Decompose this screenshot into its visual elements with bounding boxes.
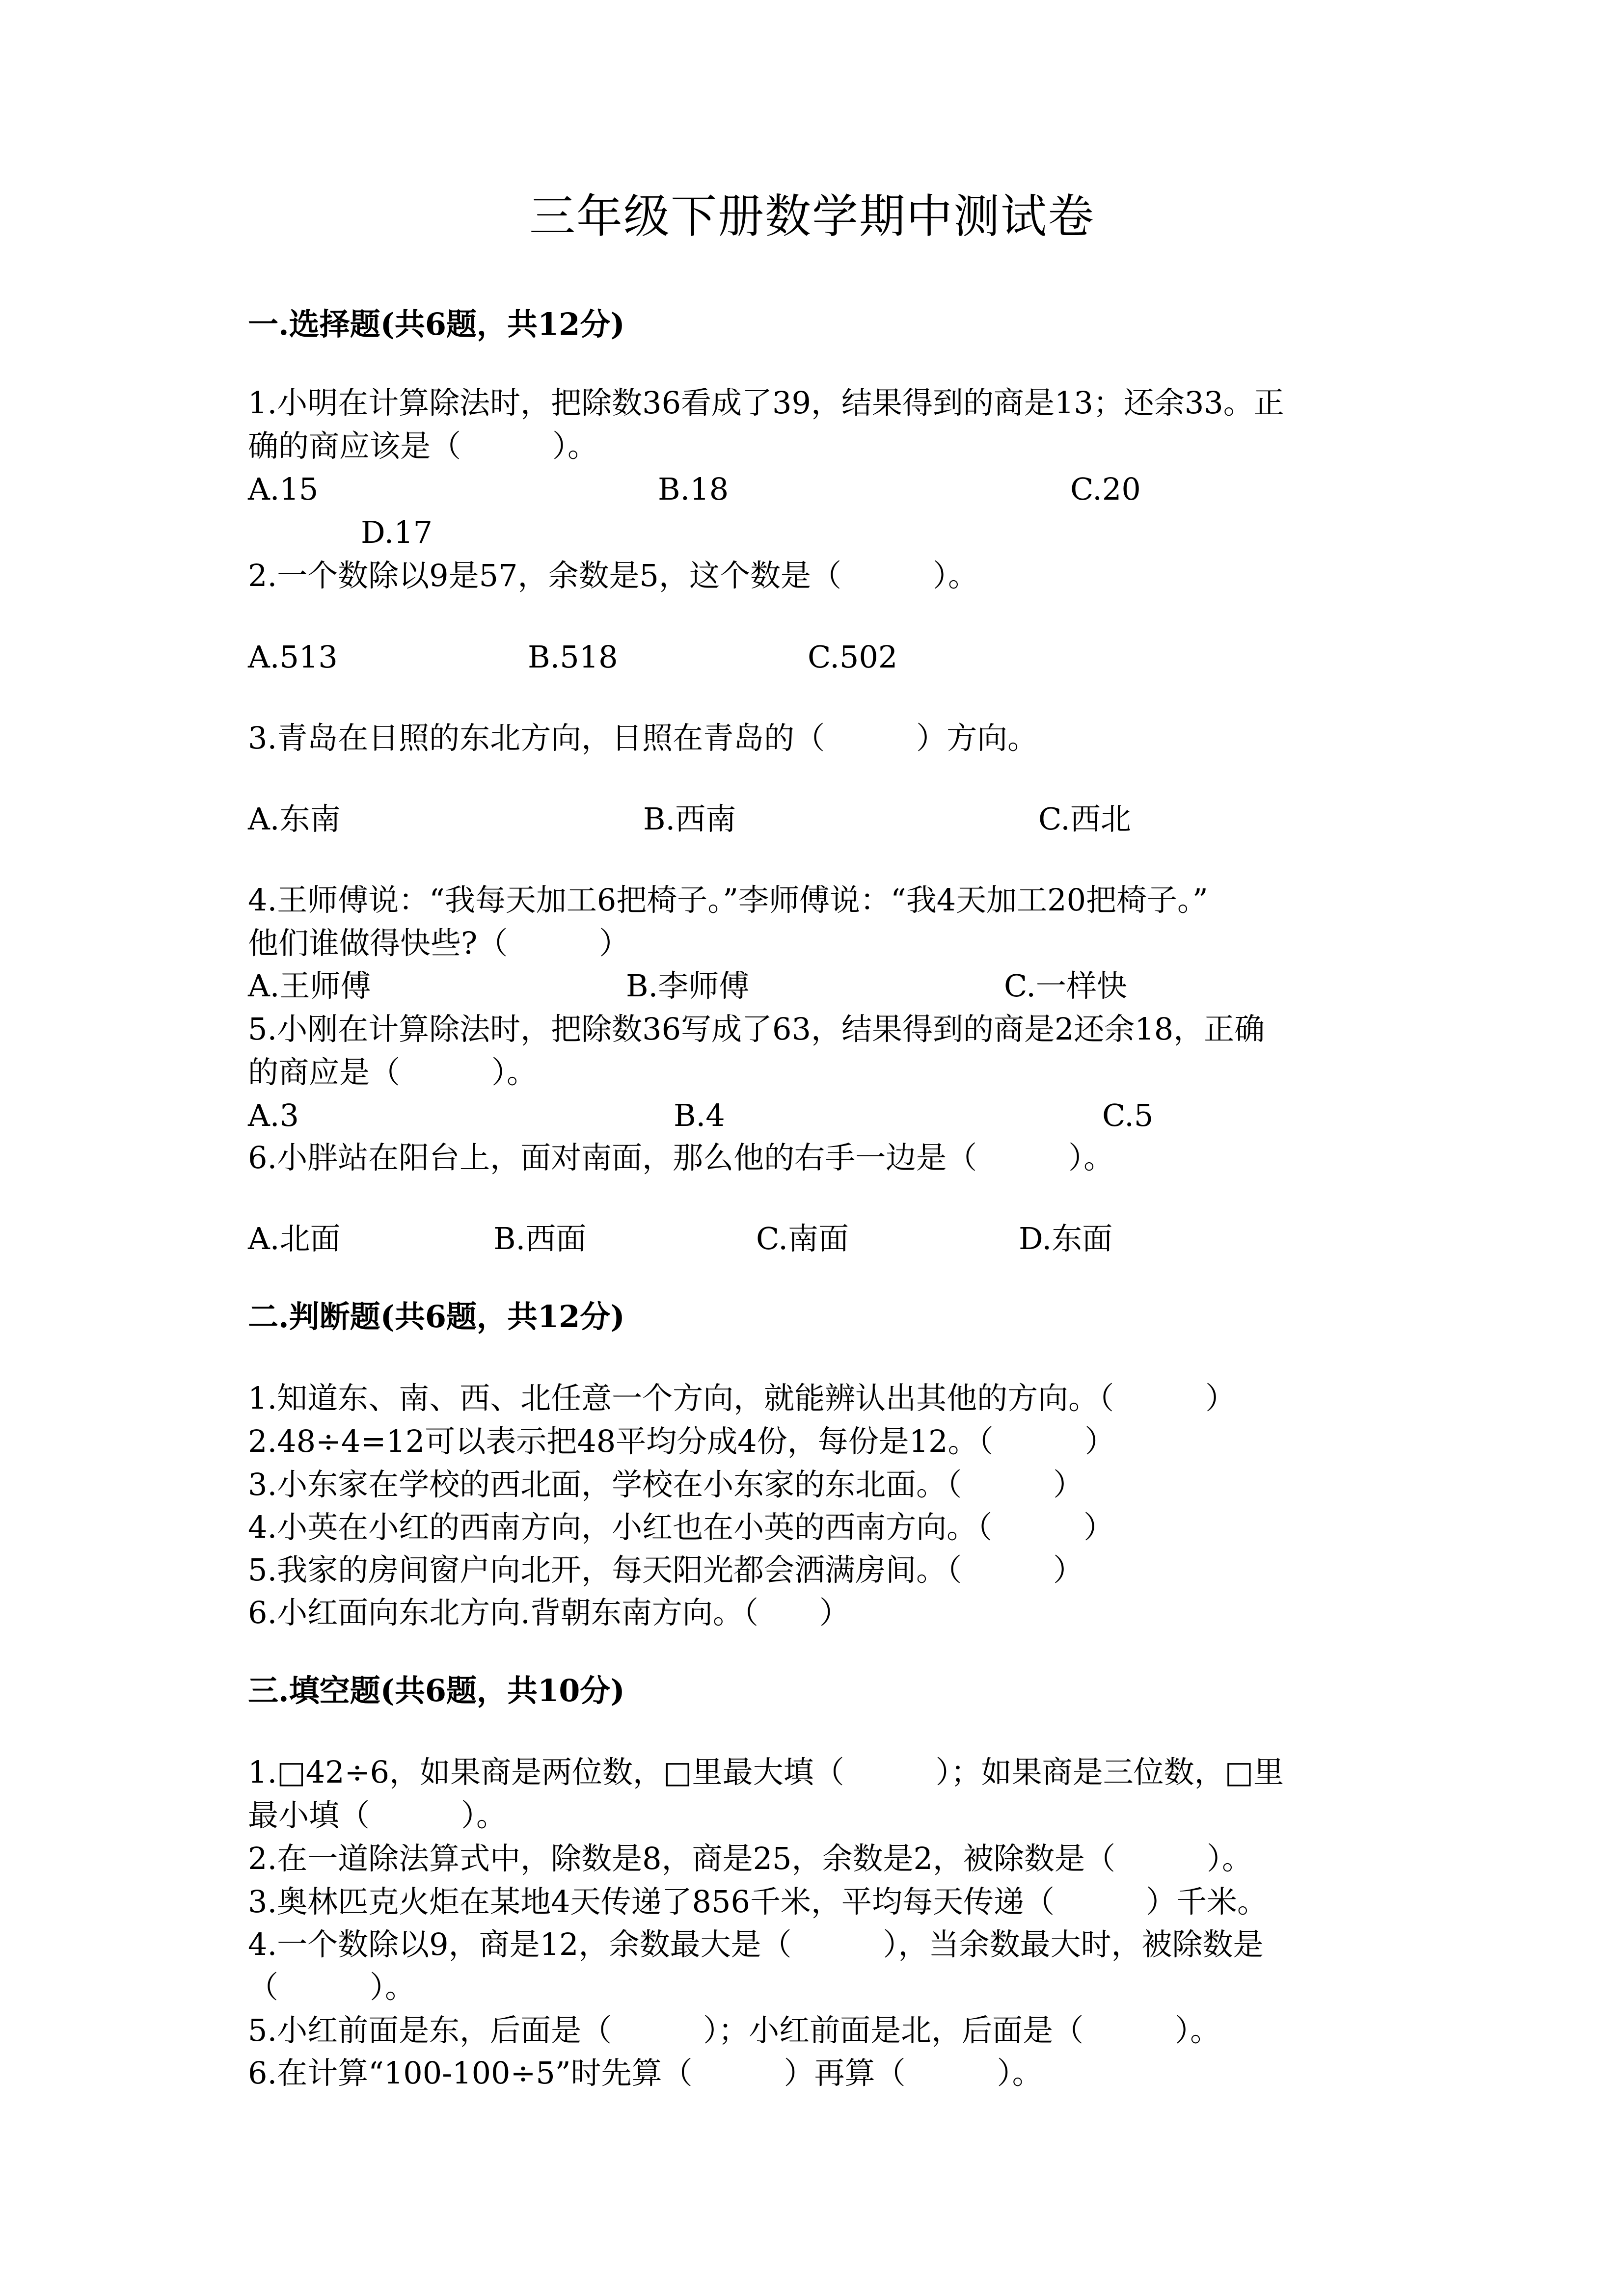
- option-c: C.南面: [756, 1221, 849, 1256]
- fill-blank-item: 6.在计算“100-100÷5”时先算（ ）再算（ ）。: [248, 2055, 1043, 2091]
- question-text: 的商应是（ ）。: [248, 1054, 538, 1090]
- option-d: D.东面: [1019, 1221, 1113, 1256]
- option-a: A.王师傅: [248, 968, 371, 1004]
- option-b: B.518: [528, 639, 618, 675]
- option-c: C.一样快: [1004, 968, 1127, 1004]
- option-b: B.李师傅: [626, 968, 750, 1004]
- option-a: A.15: [248, 471, 319, 507]
- fill-blank-item: （ ）。: [248, 1969, 416, 2005]
- judgement-item: 3.小东家在学校的西北面，学校在小东家的东北面。（ ）: [248, 1467, 1084, 1502]
- judgement-item: 1.知道东、南、西、北任意一个方向，就能辨认出其他的方向。（ ）: [248, 1380, 1236, 1416]
- judgement-item: 2.48÷4=12可以表示把48平均分成4份，每份是12。（ ）: [248, 1423, 1115, 1459]
- question-text: 4.王师傅说：“我每天加工6把椅子。”李师傅说：“我4天加工20把椅子。”: [248, 882, 1208, 918]
- question-text: 1.小明在计算除法时，把除数36看成了39，结果得到的商是13；还余33。正: [248, 385, 1284, 421]
- fill-blank-item: 1.□42÷6，如果商是两位数，□里最大填（ ）；如果商是三位数，□里: [248, 1754, 1284, 1790]
- fill-blank-item: 最小填（ ）。: [248, 1797, 507, 1833]
- option-a: A.北面: [248, 1221, 341, 1256]
- fill-blank-item: 4.一个数除以9，商是12，余数最大是（ ），当余数最大时，被除数是: [248, 1926, 1264, 1962]
- option-c: C.西北: [1038, 801, 1131, 837]
- option-b: B.18: [658, 471, 729, 507]
- option-b: B.西面: [493, 1221, 587, 1256]
- option-a: A.513: [248, 639, 338, 675]
- section-heading-choice: 一.选择题(共6题，共12分): [248, 306, 625, 342]
- judgement-item: 4.小英在小红的西南方向，小红也在小英的西南方向。（ ）: [248, 1509, 1114, 1545]
- question-text: 2.一个数除以9是57，余数是5，这个数是（ ）。: [248, 558, 978, 593]
- question-text: 他们谁做得快些?（ ）: [248, 925, 630, 961]
- section-heading-fill-blank: 三.填空题(共6题，共10分): [248, 1673, 625, 1709]
- page-title: 三年级下册数学期中测试卷: [529, 190, 1095, 243]
- option-c: C.20: [1070, 471, 1141, 507]
- section-heading-judgement: 二.判断题(共6题，共12分): [248, 1299, 625, 1335]
- question-text: 3.青岛在日照的东北方向，日照在青岛的（ ）方向。: [248, 720, 1038, 756]
- option-b: B.西南: [643, 801, 736, 837]
- judgement-item: 5.我家的房间窗户向北开，每天阳光都会洒满房间。（ ）: [248, 1552, 1084, 1588]
- question-text: 确的商应该是（ ）。: [248, 428, 598, 464]
- question-text: 6.小胖站在阳台上，面对南面，那么他的右手一边是（ ）。: [248, 1140, 1114, 1175]
- option-c: C.5: [1102, 1097, 1154, 1133]
- fill-blank-item: 3.奥林匹克火炬在某地4天传递了856千米，平均每天传递（ ）千米。: [248, 1884, 1268, 1920]
- judgement-item: 6.小红面向东北方向.背朝东南方向。（ ）: [248, 1595, 850, 1630]
- option-c: C.502: [808, 639, 898, 675]
- option-a: A.3: [248, 1097, 299, 1133]
- fill-blank-item: 2.在一道除法算式中，除数是8，商是25，余数是2，被除数是（ ）。: [248, 1841, 1252, 1876]
- option-b: B.4: [674, 1097, 725, 1133]
- fill-blank-item: 5.小红前面是东，后面是（ ）；小红前面是北，后面是（ ）。: [248, 2012, 1221, 2048]
- question-text: 5.小刚在计算除法时，把除数36写成了63，结果得到的商是2还余18，正确: [248, 1011, 1265, 1047]
- option-d: D.17: [361, 514, 433, 550]
- option-a: A.东南: [248, 801, 341, 837]
